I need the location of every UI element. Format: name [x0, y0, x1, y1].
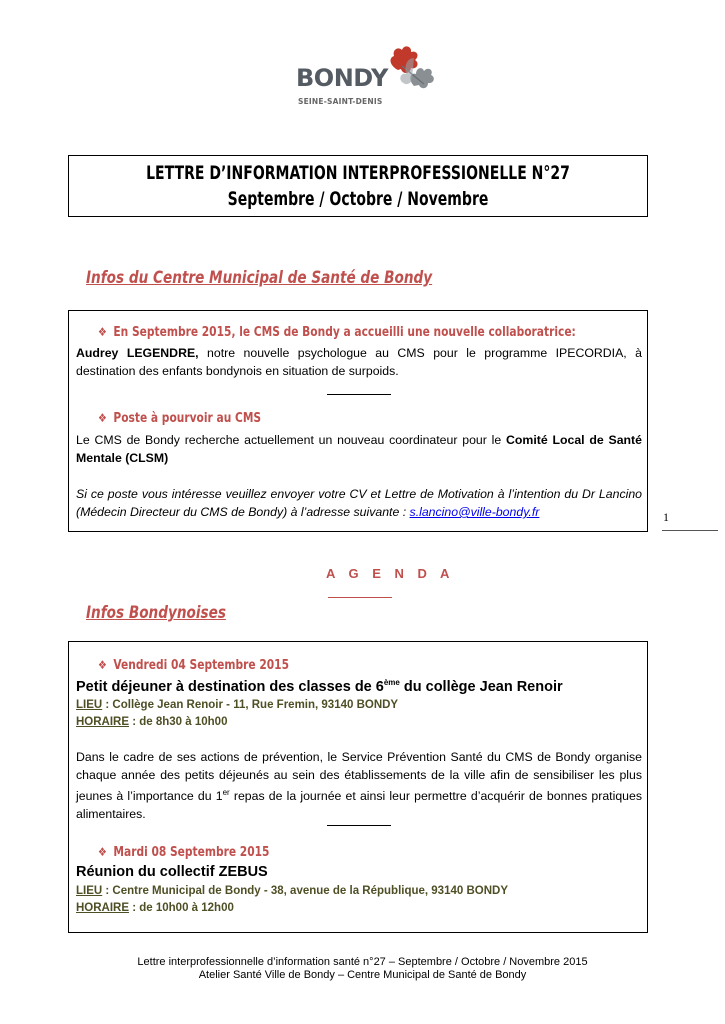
bondy-logo [296, 42, 446, 112]
diamond-bullet-icon: ❖ [98, 325, 107, 339]
new-staff-name: Audrey LEGENDRE, [76, 346, 199, 360]
newsletter-title-box [68, 155, 648, 217]
page-number-rule [662, 530, 718, 531]
section-heading-cms: Infos du Centre Municipal de Santé de Bondy [86, 268, 433, 288]
newsletter-period: Septembre / Octobre / Novembre [227, 188, 489, 210]
diamond-bullet-icon: ❖ [98, 411, 107, 425]
page-number: 1 [663, 510, 669, 524]
event1-description: Dans le cadre de ses actions de prévention, le Service Prévention Santé du CMS de Bondy organise chaque année des petits déjeunés au sein des établissements de la ville afin de sensibiliser les plus jeunes à l’importance du 1er repas de la journée et ainsi leur permettre d’acquérir de bonnes pratiques alimentaires. [76, 750, 642, 822]
divider [327, 394, 391, 395]
job-posting-title: ❖ Poste à pourvoir au CMS [98, 411, 262, 426]
divider [327, 825, 391, 826]
diamond-bullet-icon: ❖ [98, 658, 107, 672]
event1-title: Petit déjeuner à destination des classes de 6ème du collège Jean Renoir [76, 678, 563, 695]
section-heading-bondynoises: Infos Bondynoises [86, 603, 226, 623]
logo-subtitle: SEINE-SAINT-DENIS [298, 97, 383, 106]
newsletter-title: LETTRE D’INFORMATION INTERPROFESSIONELLE N°27 [146, 162, 570, 184]
job-application-text: Si ce poste vous intéresse veuillez envoyer votre CV et Lettre de Motivation à l’intention du Dr Lancino (Médecin Directeur du CMS de Bondy) à l’adresse suivante : s.lancino@ville-bondy.fr [76, 487, 642, 519]
event1-location: LIEU : Collège Jean Renoir - 11, Rue Fremin, 93140 BONDY [76, 699, 399, 711]
oak-leaves-icon [384, 44, 436, 92]
event1-time: HORAIRE : de 8h30 à 10h00 [76, 716, 228, 728]
event2-time: HORAIRE : de 10h00 à 12h00 [76, 902, 234, 914]
contact-email-link[interactable]: s.lancino@ville-bondy.fr [409, 505, 540, 519]
event2-date: ❖ Mardi 08 Septembre 2015 [98, 845, 270, 860]
cms-news-text: Audrey LEGENDRE, notre nouvelle psychologue au CMS pour le programme IPECORDIA, à destination des enfants bondynois en situation de surpoids. [76, 346, 642, 378]
agenda-underline [328, 597, 392, 598]
cms-news-title: ❖ En Septembre 2015, le CMS de Bondy a accueilli une nouvelle collaboratrice: [98, 325, 576, 340]
footer-line-2: Atelier Santé Ville de Bondy – Centre Municipal de Santé de Bondy [198, 969, 527, 981]
footer-line-1: Lettre interprofessionnelle d’information santé n°27 – Septembre / Octobre / Novembre 2015 [137, 956, 588, 968]
job-posting-text: Le CMS de Bondy recherche actuellement un nouveau coordinateur pour le Comité Local de Santé Mentale (CLSM) [76, 433, 642, 465]
event2-title: Réunion du collectif ZEBUS [76, 864, 268, 880]
event1-date: ❖ Vendredi 04 Septembre 2015 [98, 658, 290, 673]
agenda-label: A G E N D A [326, 566, 455, 581]
diamond-bullet-icon: ❖ [98, 845, 107, 859]
event2-location: LIEU : Centre Municipal de Bondy - 38, avenue de la République, 93140 BONDY [76, 885, 508, 897]
cms-info-box [68, 310, 648, 532]
logo-wordmark: BONDY [296, 64, 388, 92]
agenda-box [68, 641, 648, 933]
